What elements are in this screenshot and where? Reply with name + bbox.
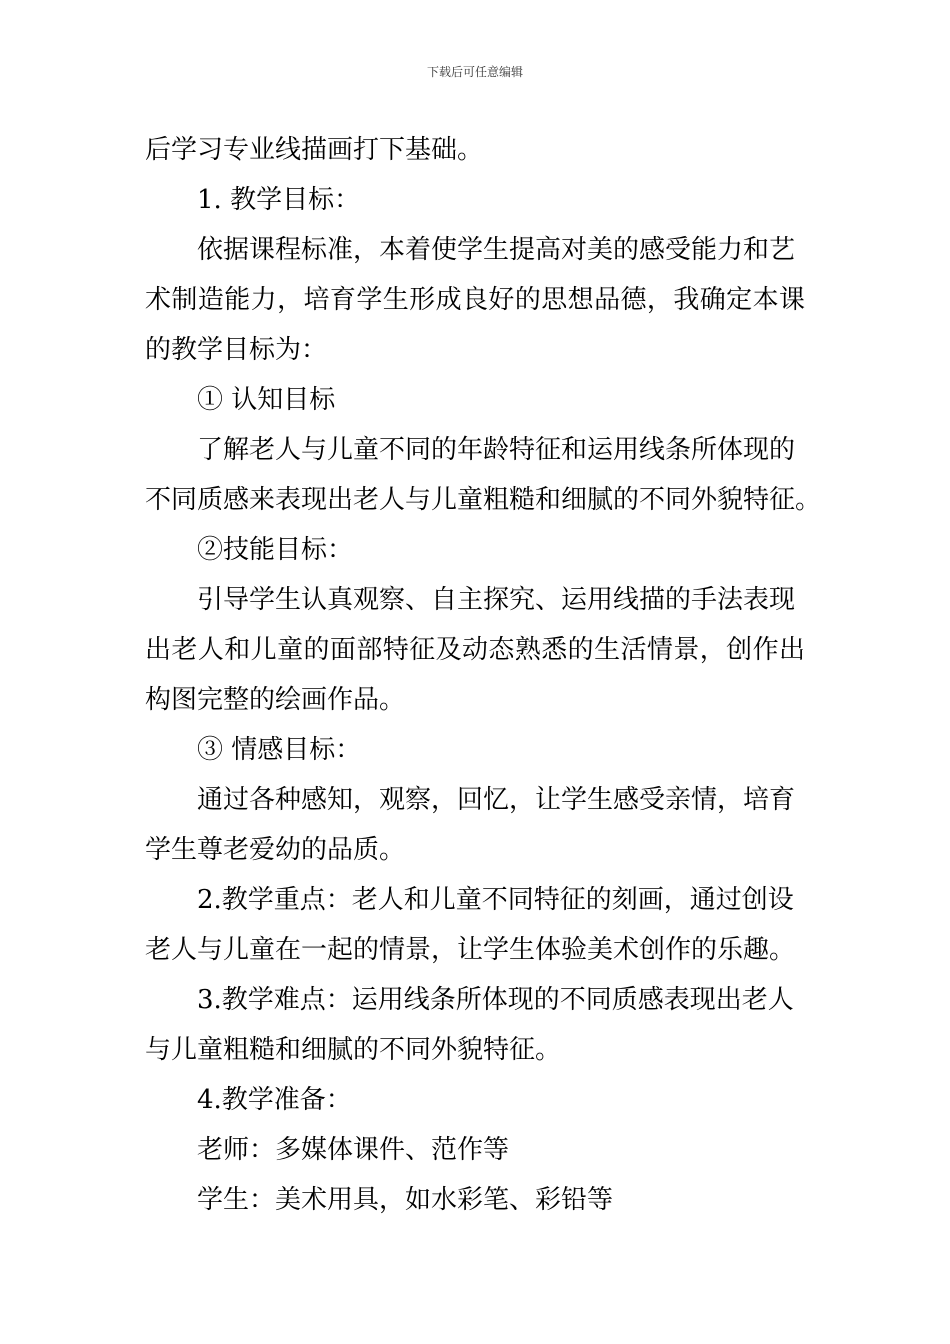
paragraph-cognitive-line-1: 了解老人与儿童不同的年龄特征和运用线条所体现的 (197, 435, 796, 465)
heading-cognitive-goal: ① 认知目标 (197, 385, 336, 415)
paragraph-objectives-line-1: 依据课程标准，本着使学生提高对美的感受能力和艺 (197, 235, 796, 265)
paragraph-objectives-line-2: 术制造能力，培育学生形成良好的思想品德，我确定本课 (145, 285, 805, 315)
paragraph-skill-line-2: 出老人和儿童的面部特征及动态熟悉的生活情景，创作出 (145, 635, 805, 665)
paragraph-difficulty-line-2: 与儿童粗糙和细腻的不同外貌特征。 (145, 1035, 562, 1065)
paragraph-continuation: 后学习专业线描画打下基础。 (145, 135, 484, 165)
heading-emotional-goal: ③ 情感目标： (197, 735, 362, 765)
paragraph-skill-line-1: 引导学生认真观察、自主探究、运用线描的手法表现 (197, 585, 796, 615)
paragraph-emotional-line-2: 学生尊老爱幼的品质。 (145, 835, 406, 865)
heading-skill-goal: ②技能目标： (197, 535, 354, 565)
paragraph-objectives-line-3: 的教学目标为： (145, 335, 328, 365)
paragraph-cognitive-line-2: 不同质感来表现出老人与儿童粗糙和细腻的不同外貌特征。 (145, 485, 822, 515)
paragraph-emotional-line-1: 通过各种感知，观察，回忆，让学生感受亲情，培育 (197, 785, 796, 815)
paragraph-key-point-line-1: 2.教学重点：老人和儿童不同特征的刻画，通过创设 (197, 885, 794, 915)
page-header: 下载后可任意编辑 (426, 65, 523, 79)
heading-teaching-preparation: 4.教学准备： (197, 1085, 352, 1115)
paragraph-difficulty-line-1: 3.教学难点：运用线条所体现的不同质感表现出老人 (197, 985, 794, 1015)
preparation-student: 学生：美术用具，如水彩笔、彩铅等 (197, 1185, 614, 1215)
paragraph-skill-line-3: 构图完整的绘画作品。 (145, 685, 406, 715)
paragraph-key-point-line-2: 老人与儿童在一起的情景，让学生体验美术创作的乐趣。 (145, 935, 796, 965)
heading-teaching-objectives: 1. 教学目标： (197, 185, 361, 215)
preparation-teacher: 老师：多媒体课件、范作等 (197, 1135, 510, 1165)
